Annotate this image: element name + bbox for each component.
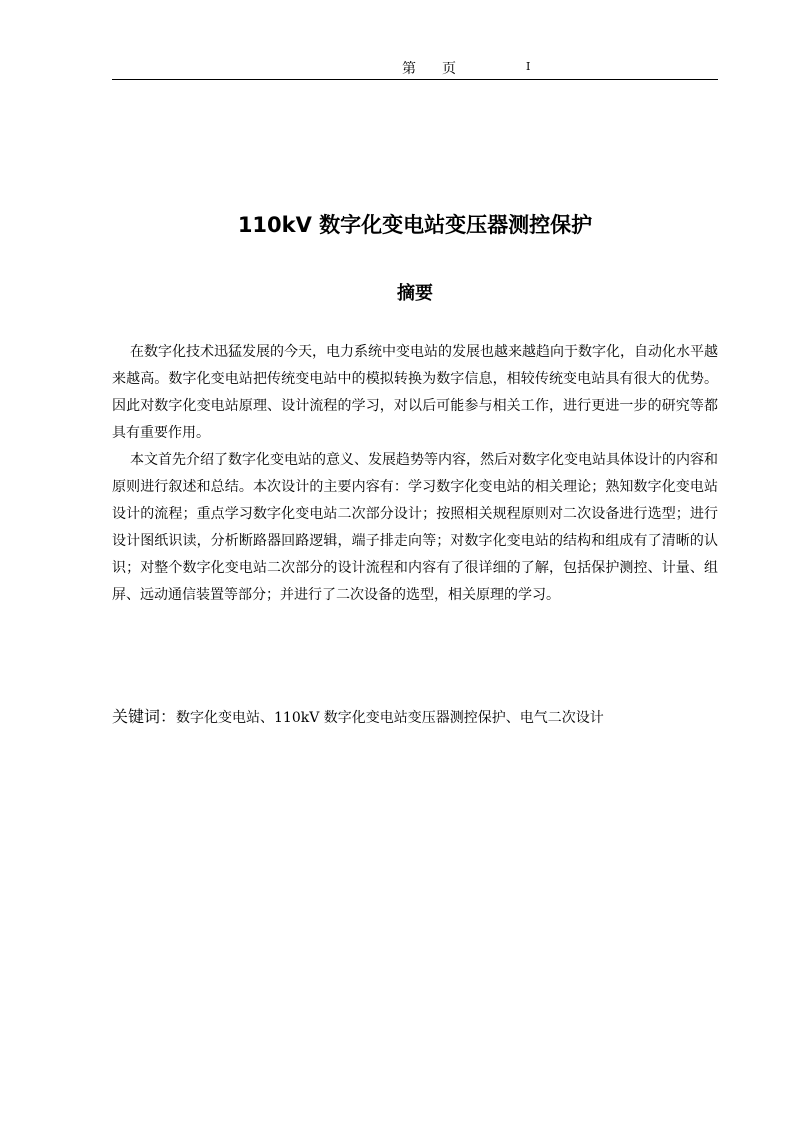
page-number: I xyxy=(526,60,531,73)
abstract-heading: 摘要 xyxy=(397,283,433,304)
keywords-text: 数字化变电站、110kV 数字化变电站变压器测控保护、电气二次设计 xyxy=(176,710,604,726)
page-header xyxy=(112,56,718,78)
header-divider xyxy=(112,79,718,80)
abstract-paragraph-1: 在数字化技术迅猛发展的今天，电力系统中变电站的发展也越来越趋向于数字化，自动化水平越来越高。数字化变电站把传统变电站中的模拟转换为数字信息，相较传统变电站具有很大的优势。因此对数字化变电站原理、设计流程的学习，对以后可能参与相关工作，进行更进一步的研究等都具有重要作用。 xyxy=(112,344,718,441)
header-ye: 页 xyxy=(442,61,456,77)
keywords-label: 关键词： xyxy=(112,707,177,726)
header-di: 第 xyxy=(402,61,416,77)
document-title: 110kV 数字化变电站变压器测控保护 xyxy=(237,213,593,237)
abstract-paragraph-2: 本文首先介绍了数字化变电站的意义、发展趋势等内容，然后对数字化变电站具体设计的内容和原则进行叙述和总结。本次设计的主要内容有：学习数字化变电站的相关理论；熟知数字化变电站设计的流程；重点学习数字化变电站二次部分设计；按照相关规程原则对二次设备进行选型；进行设计图纸识读，分析断路器回路逻辑，端子排走向等；对数字化变电站的结构和组成有了清晰的认识；对整个数字化变电站二次部分的设计流程和内容有了很详细的了解，包括保护测控、计量、组屏、远动通信装置等部分；并进行了二次设备的选型，相关原理的学习。 xyxy=(112,452,718,603)
keywords-line xyxy=(112,705,718,730)
page-number-label xyxy=(402,58,456,78)
abstract-body xyxy=(112,339,718,609)
